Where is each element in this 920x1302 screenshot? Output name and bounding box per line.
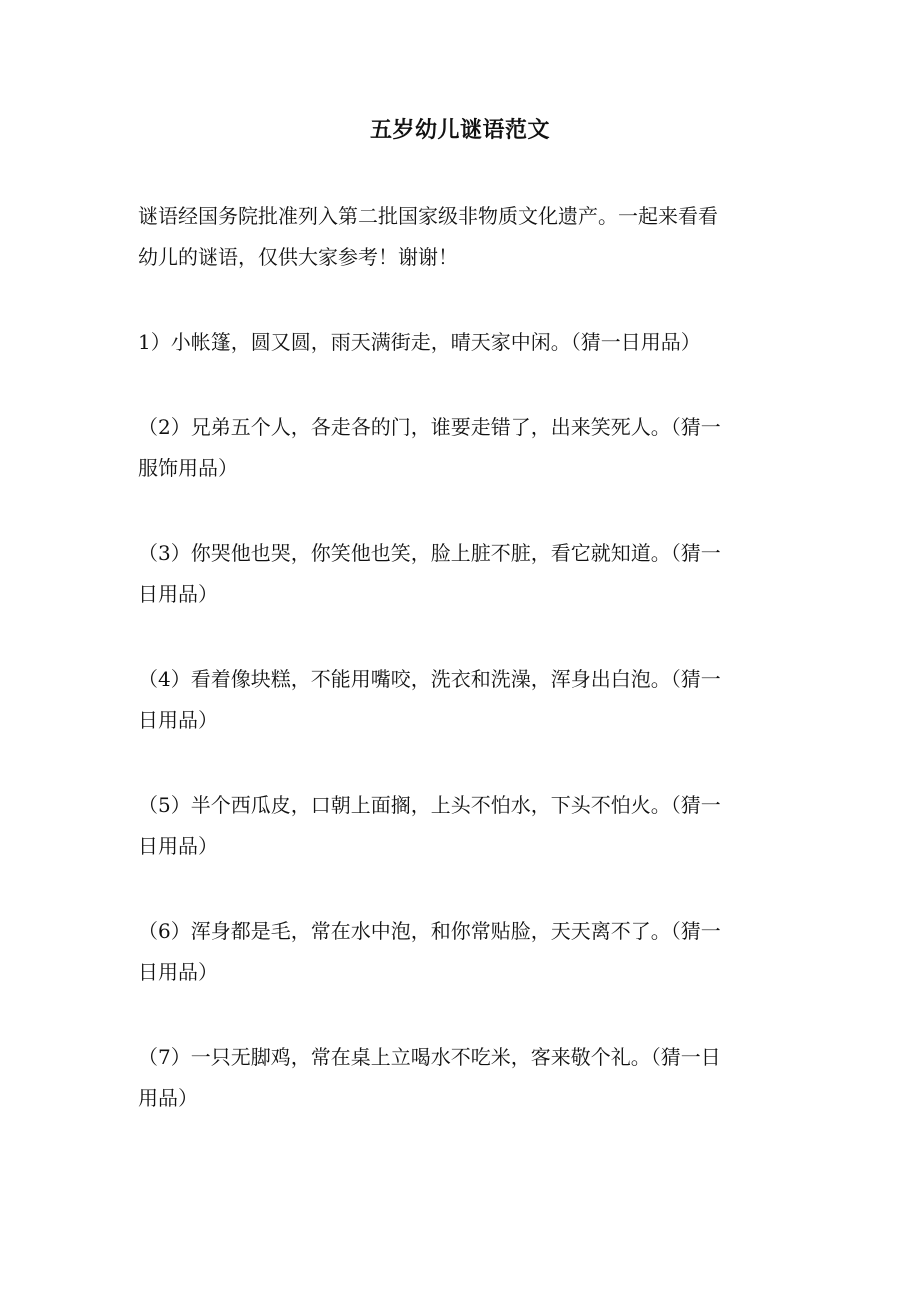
riddle-1-line-1: 1）小帐篷，圆又圆，雨天满街走，晴天家中闲。（猜一日用品） (138, 330, 701, 354)
riddle-6-line-2: 日用品） (138, 960, 218, 984)
riddle-6 (138, 911, 788, 993)
riddle-2 (138, 407, 788, 489)
riddle-7-line-2: 用品） (138, 1086, 198, 1110)
intro-line-1: 谜语经国务院批准列入第二批国家级非物质文化遗产。一起来看看 (138, 204, 718, 228)
riddle-4 (138, 659, 788, 741)
riddle-2-line-2: 服饰用品） (138, 456, 238, 480)
riddle-6-line-1: （6）浑身都是毛，常在水中泡，和你常贴脸，天天离不了。（猜一 (138, 919, 721, 943)
intro-line-2: 幼儿的谜语，仅供大家参考！谢谢！ (138, 245, 458, 269)
riddle-4-line-1: （4）看着像块糕，不能用嘴咬，洗衣和洗澡，浑身出白泡。（猜一 (138, 667, 721, 691)
riddle-7-line-1: （7）一只无脚鸡，常在桌上立喝水不吃米，客来敬个礼。（猜一日 (138, 1045, 721, 1069)
riddle-5-line-2: 日用品） (138, 834, 218, 858)
riddle-3-line-1: （3）你哭他也哭，你笑他也笑，脸上脏不脏，看它就知道。（猜一 (138, 541, 721, 565)
riddle-7 (138, 1037, 788, 1119)
riddle-5-line-1: （5）半个西瓜皮，口朝上面搁，上头不怕水，下头不怕火。（猜一 (138, 793, 721, 817)
riddle-3 (138, 533, 788, 615)
document-title: 五岁幼儿谜语范文 (369, 117, 550, 143)
riddle-1 (138, 322, 788, 363)
riddle-2-line-1: （2）兄弟五个人，各走各的门，谁要走错了，出来笑死人。（猜一 (138, 415, 721, 439)
riddle-3-line-2: 日用品） (138, 582, 218, 606)
riddle-4-line-2: 日用品） (138, 708, 218, 732)
riddle-5 (138, 785, 788, 867)
intro-paragraph (138, 196, 788, 278)
